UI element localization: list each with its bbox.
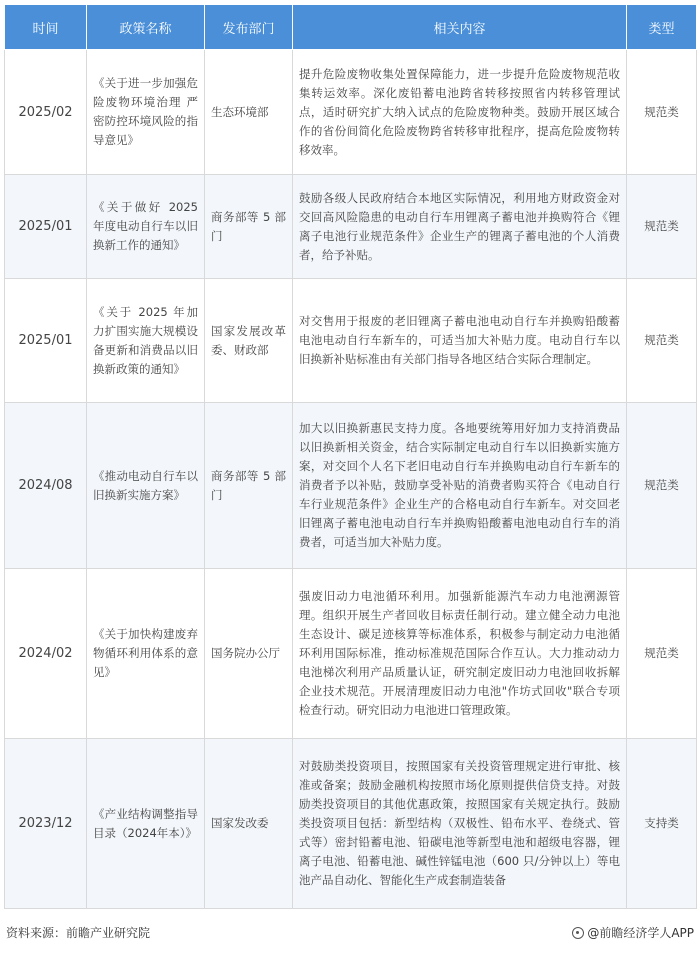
row-policy-name: 《产业结构调整指导目录（2024年本）》 <box>87 739 205 909</box>
row-department: 国务院办公厅 <box>205 569 293 739</box>
row-type: 支持类 <box>627 739 697 909</box>
row-content: 鼓励各级人民政府结合本地区实际情况，利用地方财政资金对交回高风险隐患的电动自行车用锂离子蓄电池并换购符合《锂离子电池行业规范条件》企业生产的锂离子蓄电池的个人消费者，给予补贴。 <box>293 175 627 279</box>
table-row <box>5 50 697 175</box>
row-policy-name: 《关于 2025 年加力扩围实施大规模设备更新和消费品以旧换新政策的通知》 <box>87 279 205 403</box>
policy-table <box>4 4 697 909</box>
row-type: 规范类 <box>627 50 697 175</box>
row-time: 2024/08 <box>5 403 87 569</box>
row-time: 2025/01 <box>5 279 87 403</box>
table-row <box>5 175 697 279</box>
brand-logo-icon <box>572 927 584 939</box>
brand-credit <box>572 924 694 941</box>
row-policy-name: 《关于进一步加强危险废物环境治理 严密防控环境风险的指导意见》 <box>87 50 205 175</box>
table-row <box>5 739 697 909</box>
table-row <box>5 403 697 569</box>
table-row <box>5 279 697 403</box>
table-row <box>5 569 697 739</box>
row-time: 2025/01 <box>5 175 87 279</box>
row-content: 对鼓励类投资项目，按照国家有关投资管理规定进行审批、核准或备案；鼓励金融机构按照市场化原则提供信贷支持。对鼓励类投资项目的其他优惠政策，按照国家有关规定执行。鼓励类投资项目包括：新型结构（双极性、铅布水平、卷绕式、管式等）密封铅蓄电池、铅碳电池等新型电池和超级电容器，锂离子电池、铅蓄电池、碱性锌锰电池（600 只/分钟以上）等电池产品自动化、智能化生产成套制造装备 <box>293 739 627 909</box>
row-content: 提升危险废物收集处置保障能力，进一步提升危险废物规范收集转运效率。深化废铅蓄电池跨省转移按照省内转移管理试点，适时研究扩大纳入试点的危险废物种类。鼓励开展区域合作的省份间简化危险废物跨省转移审批程序，提高危险废物转移效率。 <box>293 50 627 175</box>
row-department: 商务部等 5 部门 <box>205 175 293 279</box>
row-type: 规范类 <box>627 175 697 279</box>
row-content: 对交售用于报废的老旧锂离子蓄电池电动自行车并换购铅酸蓄电池电动自行车新车的，可适当加大补贴力度。电动自行车以旧换新补贴标准由有关部门指导各地区结合实际合理制定。 <box>293 279 627 403</box>
row-department: 国家发改委 <box>205 739 293 909</box>
row-department: 生态环境部 <box>205 50 293 175</box>
row-time: 2024/02 <box>5 569 87 739</box>
row-time: 2023/12 <box>5 739 87 909</box>
row-policy-name: 《推动电动自行车以旧换新实施方案》 <box>87 403 205 569</box>
footer <box>6 921 694 943</box>
header-department: 发布部门 <box>205 5 293 50</box>
table-header-row <box>5 5 697 50</box>
row-type: 规范类 <box>627 279 697 403</box>
header-content: 相关内容 <box>293 5 627 50</box>
row-content: 强废旧动力电池循环利用。加强新能源汽车动力电池溯源管理。组织开展生产者回收目标责任制行动。建立健全动力电池生态设计、碳足迹核算等标准体系，积极参与制定动力电池循环利用国际标准，推动标准规范国际合作互认。大力推动动力电池梯次利用产品质量认证，研究制定废旧动力电池回收拆解企业技术规范。开展清理废旧动力电池"作坊式回收"联合专项检查行动。研究旧动力电池进口管理政策。 <box>293 569 627 739</box>
header-type: 类型 <box>627 5 697 50</box>
row-department: 国家发展改革委、财政部 <box>205 279 293 403</box>
row-type: 规范类 <box>627 569 697 739</box>
source-note: 资料来源：前瞻产业研究院 <box>6 926 151 940</box>
row-content: 加大以旧换新惠民支持力度。各地要统筹用好加力支持消费品以旧换新相关资金，结合实际制定电动自行车以旧换新实施方案，对交回个人名下老旧电动自行车并换购电动自行车新车的消费者予以补贴，鼓励享受补贴的消费者购买符合《电动自行车行业规范条件》企业生产的合格电动自行车新车。对交回老旧锂离子蓄电池电动自行车并换购铅酸蓄电池电动自行车的消费者，可适当加大补贴力度。 <box>293 403 627 569</box>
row-department: 商务部等 5 部门 <box>205 403 293 569</box>
row-policy-name: 《关于加快构建废弃物循环利用体系的意见》 <box>87 569 205 739</box>
row-policy-name: 《关于做好 2025 年度电动自行车以旧换新工作的通知》 <box>87 175 205 279</box>
row-type: 规范类 <box>627 403 697 569</box>
brand-label: @前瞻经济学人APP <box>587 926 694 940</box>
row-time: 2025/02 <box>5 50 87 175</box>
header-policy-name: 政策名称 <box>87 5 205 50</box>
header-time: 时间 <box>5 5 87 50</box>
